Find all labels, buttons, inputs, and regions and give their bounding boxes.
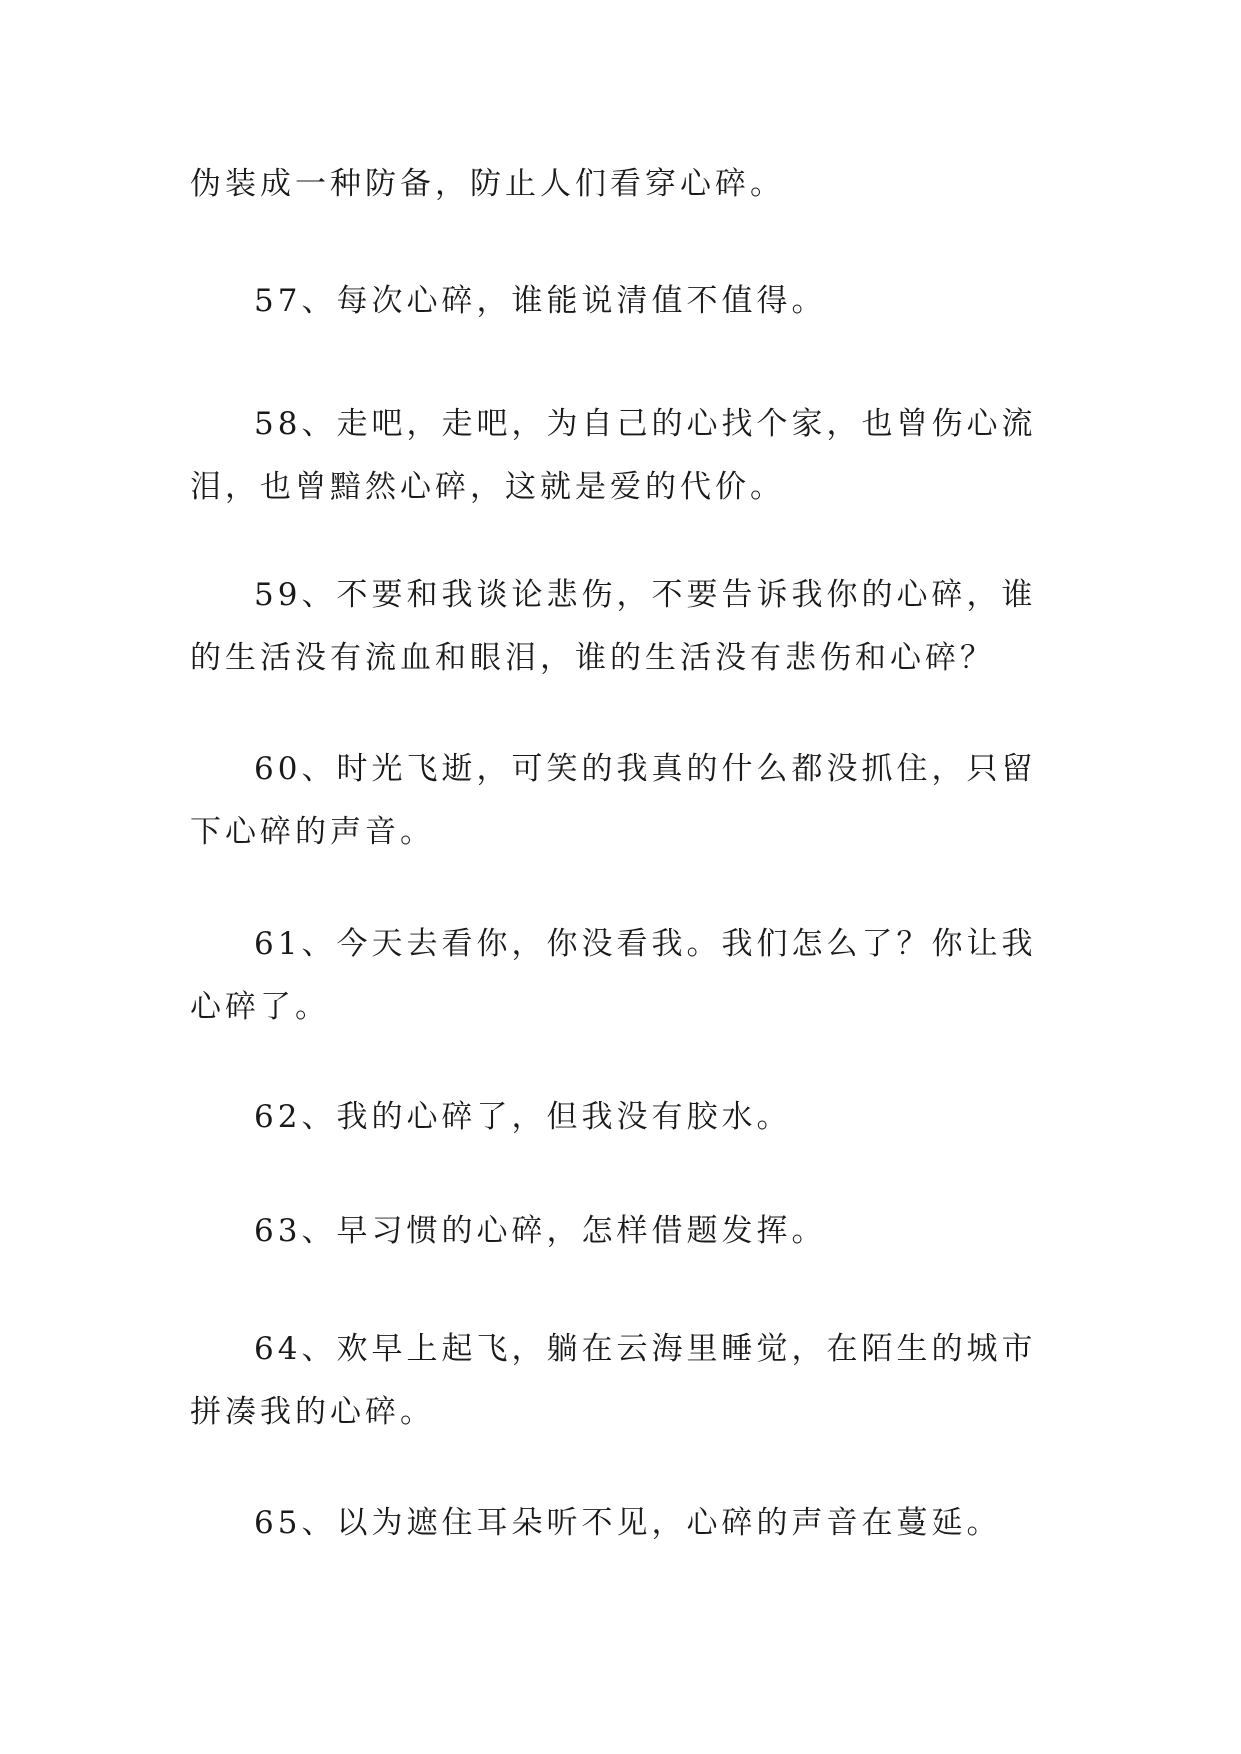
paragraph-continuation: 伪装成一种防备，防止人们看穿心碎。	[190, 166, 785, 202]
paragraph-57: 57、每次心碎，谁能说清值不值得。	[254, 283, 827, 319]
paragraph-59: 59、不要和我谈论悲伤，不要告诉我你的心碎，谁的生活没有流血和眼泪，谁的生活没有悲伤和心碎？	[190, 577, 1037, 676]
paragraph-58: 58、走吧，走吧，为自己的心找个家，也曾伤心流泪，也曾黯然心碎，这就是爱的代价。	[190, 406, 1037, 505]
paragraph-60: 60、时光飞逝，可笑的我真的什么都没抓住，只留下心碎的声音。	[190, 751, 1037, 850]
paragraph-63: 63、早习惯的心碎，怎样借题发挥。	[254, 1213, 827, 1249]
paragraph-61: 61、今天去看你，你没看我。我们怎么了？你让我心碎了。	[190, 926, 1037, 1025]
paragraph-64: 64、欢早上起飞，躺在云海里睡觉，在陌生的城市拼凑我的心碎。	[190, 1331, 1037, 1430]
paragraph-62: 62、我的心碎了，但我没有胶水。	[254, 1099, 792, 1135]
paragraph-65: 65、以为遮住耳朵听不见，心碎的声音在蔓延。	[254, 1505, 1002, 1541]
